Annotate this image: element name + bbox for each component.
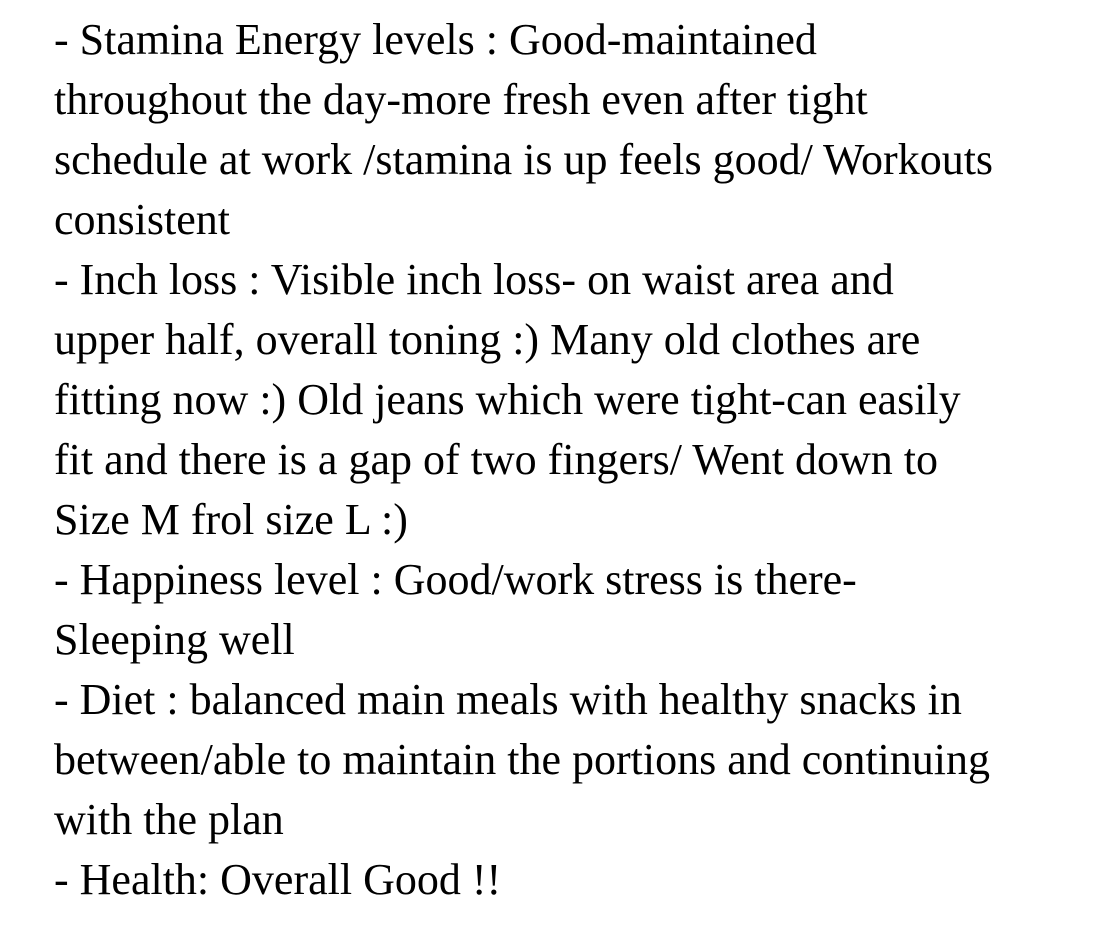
diet-line-1: - Diet : balanced main meals with healthy snacks in: [54, 675, 962, 724]
progress-notes: [54, 10, 1094, 910]
stamina-line-2: throughout the day-more fresh even after tight: [54, 75, 868, 124]
stamina-line-1: - Stamina Energy levels : Good-maintained: [54, 15, 817, 64]
stamina-line-4: consistent: [54, 195, 230, 244]
happiness-line-2: Sleeping well: [54, 615, 295, 664]
stamina-line-3: schedule at work /stamina is up feels good/ Workouts: [54, 135, 994, 184]
inch-loss-line-5: Size M frol size L :): [54, 495, 408, 544]
inch-loss-line-1: - Inch loss : Visible inch loss- on waist area and: [54, 255, 894, 304]
happiness-line-1: - Happiness level : Good/work stress is there-: [54, 555, 857, 604]
inch-loss-line-2: upper half, overall toning :) Many old clothes are: [54, 315, 921, 364]
inch-loss-line-4: fit and there is a gap of two fingers/ Went down to: [54, 435, 938, 484]
diet-line-3: with the plan: [54, 795, 284, 844]
health-line-1: - Health: Overall Good !!: [54, 855, 502, 904]
inch-loss-line-3: fitting now :) Old jeans which were tight-can easily: [54, 375, 961, 424]
diet-line-2: between/able to maintain the portions and continuing: [54, 735, 990, 784]
